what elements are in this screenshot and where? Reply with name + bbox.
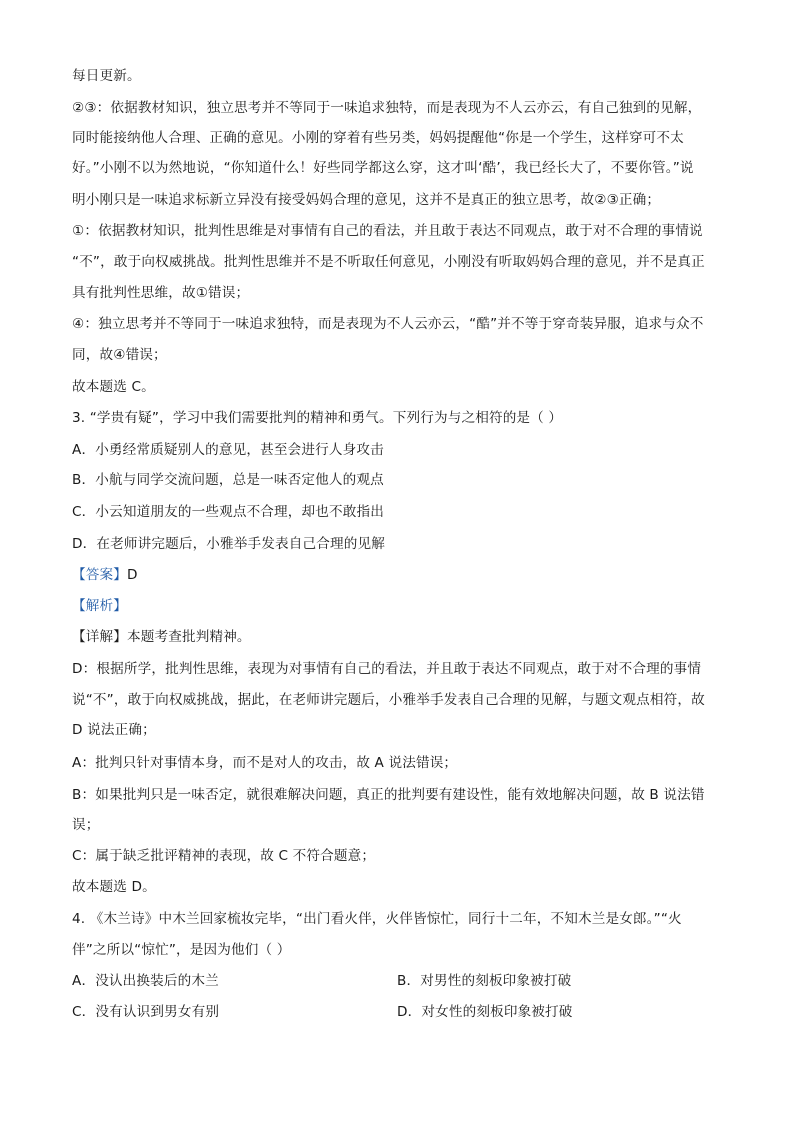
question-4-stem: 4. 《木兰诗》中木兰回家梳妆完毕，“出门看火伴，火伴皆惊忙，同行十二年，不知木兰是女郎。”“火 <box>72 911 682 927</box>
question-4-option-b: B．对男性的刻板印象被打破 <box>397 973 572 989</box>
analysis-line <box>72 596 127 616</box>
text-line: ①：依据教材知识，批判性思维是对事情有自己的看法，并且敢于表达不同观点，敢于对不合理的事情说 <box>72 223 703 239</box>
text-line: ②③：依据教材知识，独立思考并不等同于一味追求独特，而是表现为不人云亦云，有自己独到的见解， <box>72 100 702 116</box>
text-line: A：批判只针对事情本身，而不是对人的攻击，故 A 说法错误； <box>72 755 458 771</box>
question-3-option-b: B．小航与同学交流问题，总是一味否定他人的观点 <box>72 472 384 488</box>
question-3-option-d: D．在老师讲完题后，小雅举手发表自己合理的见解 <box>72 536 385 552</box>
text-line: 故本题选 D。 <box>72 879 156 895</box>
question-3-stem: 3. “学贵有疑”，学习中我们需要批判的精神和勇气。下列行为与之相符的是（ ） <box>72 410 563 426</box>
text-line: “不”，敢于向权威挑战。批判性思维并不是不听取任何意见，小刚没有听取妈妈合理的意见，并不是真正 <box>72 254 705 270</box>
question-4-option-d: D．对女性的刻板印象被打破 <box>397 1004 573 1020</box>
text-line: 好。”小刚不以为然地说，“你知道什么！好些同学都这么穿，这才叫‘酷’，我已经长大了，不要你管。”说 <box>72 160 694 176</box>
analysis-tag: 【解析】 <box>72 598 127 614</box>
text-line: D 说法正确； <box>72 722 156 738</box>
text-line: D：根据所学，批判性思维，表现为对事情有自己的看法，并且敢于表达不同观点，敢于对不合理的事情 <box>72 661 702 677</box>
answer-tag: 【答案】 <box>72 567 127 583</box>
text-line: 明小刚只是一味追求标新立异没有接受妈妈合理的意见，这并不是真正的独立思考，故②③正确； <box>72 192 661 208</box>
text-line: 同，故④错误； <box>72 347 167 363</box>
text-line: B：如果批判只是一味否定，就很难解决问题，真正的批判要有建设性，能有效地解决问题，故 B 说法错 <box>72 787 705 803</box>
answer-value: D <box>126 567 138 583</box>
question-4-option-a: A．没认出换装后的木兰 <box>72 973 219 989</box>
text-line: ④：独立思考并不等同于一味追求独特，而是表现为不人云亦云，“酷”并不等于穿奇装异服，追求与众不 <box>72 316 704 332</box>
text-line: 故本题选 C。 <box>72 379 155 395</box>
detail-text: 本题考查批判精神。 <box>126 629 251 645</box>
question-3-option-c: C．小云知道朋友的一些观点不合理，却也不敢指出 <box>72 504 385 520</box>
text-line: 同时能接纳他人合理、正确的意见。小刚的穿着有些另类，妈妈提醒他“你是一个学生，这样穿可不太 <box>72 130 684 146</box>
answer-line <box>72 565 138 585</box>
text-line: 具有批判性思维，故①错误； <box>72 285 250 301</box>
detail-line <box>72 627 251 647</box>
text-line: 误； <box>72 817 100 833</box>
text-line: 每日更新。 <box>72 68 141 84</box>
question-4-option-c: C．没有认识到男女有别 <box>72 1004 220 1020</box>
question-3-option-a: A．小勇经常质疑别人的意见，甚至会进行人身攻击 <box>72 442 384 458</box>
question-4-stem-cont: 伴”之所以“惊忙”，是因为他们（ ） <box>72 942 291 958</box>
text-line: 说“不”，敢于向权威挑战，据此，在老师讲完题后，小雅举手发表自己合理的见解，与题文观点相符，故 <box>72 692 705 708</box>
text-line: C：属于缺乏批评精神的表现，故 C 不符合题意； <box>72 848 376 864</box>
detail-tag: 【详解】 <box>72 629 127 645</box>
